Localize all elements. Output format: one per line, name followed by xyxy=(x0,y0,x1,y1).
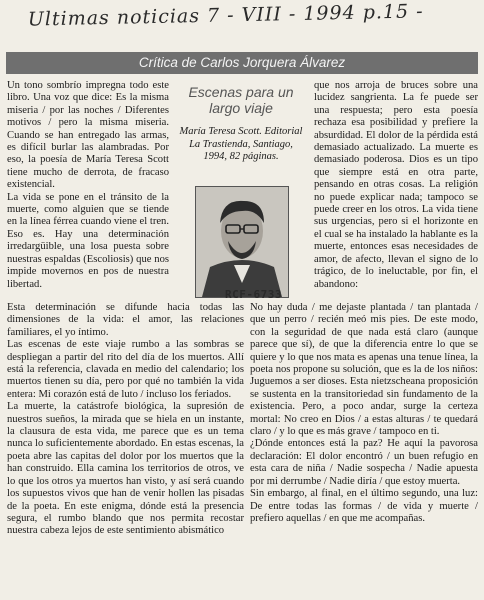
paragraph: La vida se pone en el tránsito de la muerte, como alguien que se tiende en la línea férrea cuando viene el tren. Eso es. Hay una determinación irredargüible, una losa puesta sobre nuestras espaldas (Escoliosis) que nos impide movernos en pos de nuestra libertad. xyxy=(7,191,169,290)
critic-banner: Crítica de Carlos Jorquera Álvarez xyxy=(6,52,478,74)
book-title: Escenas para un largo viaje xyxy=(188,84,294,116)
handwritten-note: Ultimas noticias 7 - VIII - 1994 p.15 - xyxy=(27,0,424,31)
book-publisher: La Trastienda, Santiago, xyxy=(189,138,293,150)
archive-stamp: RCF-6733 xyxy=(225,288,282,301)
column-right-bottom xyxy=(250,302,478,598)
paragraph: ¿Dónde entonces está la paz? He aquí la pavorosa declaración: El dolor encontró / un buen refugio en esta cara de niña / Nadie sospecha / Nadie apuesta por mi derrumbe / Nadie diría / que estoy muerta. xyxy=(250,438,478,487)
book-year-pages: 1994, 82 páginas. xyxy=(203,151,279,162)
paragraph: Un tono sombrío impregna todo este libro. Una voz que dice: Es la misma miseria / por las noches / Diferentes motivos / pero la misma miseria. Cuando se han entregado las armas, es difícil burlar las alambradas. Por eso, la poesía de María Teresa Scott tiene mucho de derrota, de fracaso existencial. xyxy=(7,80,169,191)
portrait-illustration xyxy=(196,187,288,297)
paragraph: No hay duda / me dejaste plantada / tan plantada / que un perro / recién meó mis pies. De este modo, con la seguridad de que nada está claro (aunque parece que sí), de que la diferencia entre lo que se quiere y lo que nos mata es apenas una tenue línea, la poeta nos propone su solución, que es la de los niños: Juguemos a ser dioses. Esta nietzscheana proposición se sustenta en la transitoriedad sin fundamento de la existencia. Pero, a poco andar, surge la certeza mortal: No creo en Dios / a estas alturas / te quedará claro / y lo que es más grave / tampoco en ti. xyxy=(250,302,478,438)
author-portrait xyxy=(195,186,289,298)
paragraph: La muerte, la catástrofe biológica, la supresión de nuestros sueños, la mirada que se hiela en un instante, la clausura de esta vida, me parece que es un tema nunca lo suficientemente abordado. En estas escenas, la poeta abre las capitas del dolor por los muertos que la han construido. Ella camina los territorios de otros, ve lo que los otros ya muertos han visto, y así será cuando los supuestos vivos que han de venir hollen las pisadas de la poeta. En este enigma, dónde está la presencia segura, el rumbo blando que nos permita recostar nuestra cabeza lejos de este sentimiento abismático xyxy=(7,401,244,537)
paragraph: Esta determinación se difunde hacia todas las dimensiones de la vida: el amor, las relaciones familiares, el yo íntimo. xyxy=(7,302,244,338)
book-author: María Teresa Scott. Editorial xyxy=(179,126,303,137)
paragraph: Sin embargo, al final, en el último segundo, una luz: De entre todas las formas / de vida y muerte / prefiero aquellas / en que me acompañas. xyxy=(250,488,478,524)
book-metadata xyxy=(172,126,310,164)
book-header xyxy=(172,80,310,164)
paragraph: Las escenas de este viaje rumbo a las sombras se despliegan a partir del rito del día de los muertos. Allí está la referencia, clavada en medio del calendario; los muertos tienen su día, pero por qué no también la vida entera: Mi corazón está de luto / incluso los feriados. xyxy=(7,339,244,400)
column-right-top xyxy=(314,80,478,302)
paragraph: que nos arroja de bruces sobre una lucidez sangrienta. La fe puede ser una respuesta; pero esta poesía rechaza esa posibilidad y prefiere la absurdidad. El dolor de la pérdida está demasiado actualizado. La muerte es demasiado poderosa. Dios es un tipo que siempre está en otra parte, pensando en otras cosas. La religión no puede explicar nada; tampoco se puede creer en los otros. La vida tiene sus urgencias, pero si el horizonte en el cual se ha instalado la hablante es la muerte, entonces esas necesidades de amor, de afecto, llevan el signo de lo trágico, de lo ineluctable, por fin, el abandono: xyxy=(314,80,478,290)
column-left-top xyxy=(7,80,169,302)
column-left-bottom xyxy=(7,302,244,598)
